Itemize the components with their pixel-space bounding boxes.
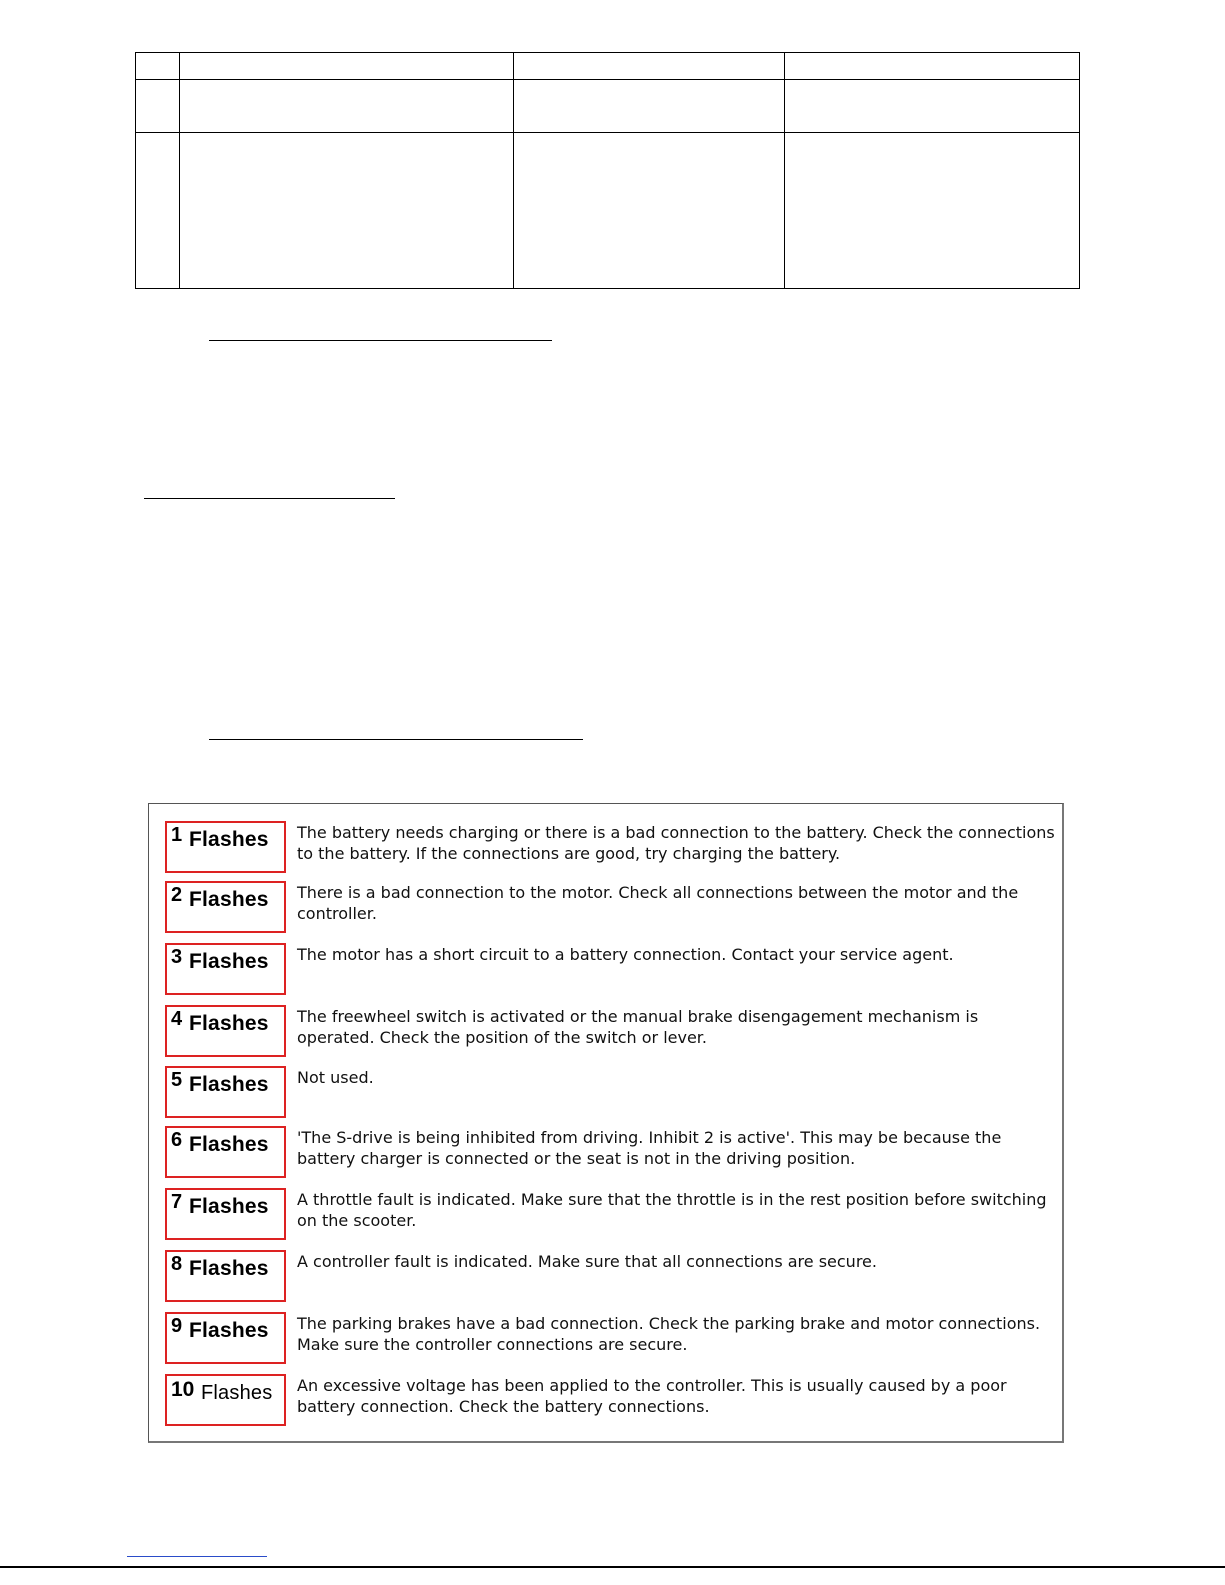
heading-underline-2 <box>144 498 395 499</box>
flash-count-box <box>165 1250 286 1302</box>
flash-count-box <box>165 1066 286 1118</box>
table-row <box>136 80 1080 133</box>
flash-count-number: 10 <box>171 1378 195 1401</box>
flash-code-row <box>149 943 1062 1001</box>
table-row <box>136 133 1080 289</box>
table-cell <box>785 133 1080 289</box>
flash-code-description: The freewheel switch is activated or the manual brake disengagement mechanism is operated. Check the position of the switch or lever. <box>297 1007 979 1047</box>
footer-link-underline[interactable] <box>127 1556 267 1557</box>
table-cell <box>785 53 1080 80</box>
flash-count-box <box>165 1374 286 1426</box>
flash-count-label: Flashes <box>189 1195 269 1218</box>
flash-code-row <box>149 1250 1062 1308</box>
flash-code-row <box>149 881 1062 939</box>
flash-code-row <box>149 1312 1062 1370</box>
flash-count-number: 8 <box>171 1253 183 1275</box>
flash-count-number: 1 <box>171 824 183 846</box>
table-cell <box>180 53 514 80</box>
flash-count-number: 3 <box>171 946 183 968</box>
flash-count-number: 9 <box>171 1315 183 1337</box>
flash-count-number: 2 <box>171 884 183 906</box>
flash-count-box <box>165 1126 286 1178</box>
flash-code-description: A controller fault is indicated. Make sure that all connections are secure. <box>297 1252 877 1271</box>
flash-count-box <box>165 881 286 933</box>
flash-code-description: 'The S-drive is being inhibited from driving. Inhibit 2 is active'. This may be because the battery charger is connected or the seat is not in the driving position. <box>297 1128 1002 1168</box>
flash-count-number: 7 <box>171 1191 183 1213</box>
flash-code-row <box>149 821 1062 879</box>
flash-count-label: Flashes <box>189 1073 269 1096</box>
flash-count-label: Flashes <box>189 1012 269 1035</box>
table-cell <box>785 80 1080 133</box>
flash-count-number: 6 <box>171 1129 183 1151</box>
flash-count-label: Flashes <box>189 1257 269 1280</box>
flash-count-number: 5 <box>171 1069 183 1091</box>
flash-code-description: An excessive voltage has been applied to the controller. This is usually caused by a poor battery connection. Check the battery connections. <box>297 1376 1007 1416</box>
heading-underline-3 <box>209 739 583 740</box>
table-cell <box>514 133 785 289</box>
flash-count-label: Flashes <box>189 950 269 973</box>
table-row <box>136 53 1080 80</box>
flash-count-label: Flashes <box>189 1133 269 1156</box>
heading-underline-1 <box>209 340 552 341</box>
table-cell <box>514 53 785 80</box>
flash-count-box <box>165 1312 286 1364</box>
table-cell <box>136 53 180 80</box>
flash-code-row <box>149 1374 1062 1432</box>
flash-code-description: There is a bad connection to the motor. Check all connections between the motor and the controller. <box>297 883 1019 923</box>
flash-code-row <box>149 1126 1062 1184</box>
flash-count-number: 4 <box>171 1008 183 1030</box>
flash-code-description: The parking brakes have a bad connection. Check the parking brake and motor connections. Make sure the controller connections are secure. <box>297 1314 1041 1354</box>
flash-code-row <box>149 1066 1062 1124</box>
table-cell <box>514 80 785 133</box>
flash-count-label: Flashes <box>189 828 269 851</box>
flash-code-description: The battery needs charging or there is a bad connection to the battery. Check the connections to the battery. If the connections are good, try charging the battery. <box>297 823 1055 863</box>
table-cell <box>136 80 180 133</box>
table-cell <box>136 133 180 289</box>
flash-code-description: A throttle fault is indicated. Make sure that the throttle is in the rest position before switching on the scooter. <box>297 1190 1047 1230</box>
flash-count-box <box>165 1005 286 1057</box>
flash-codes-panel <box>148 803 1064 1443</box>
flash-count-label: Flashes <box>201 1382 273 1404</box>
footer-divider <box>0 1566 1225 1568</box>
flash-count-box <box>165 943 286 995</box>
flash-code-row <box>149 1188 1062 1246</box>
flash-code-description: Not used. <box>297 1068 374 1087</box>
flash-count-label: Flashes <box>189 1319 269 1342</box>
table-cell <box>180 133 514 289</box>
flash-code-row <box>149 1005 1062 1063</box>
flash-code-description: The motor has a short circuit to a battery connection. Contact your service agent. <box>297 945 954 964</box>
flash-count-label: Flashes <box>189 888 269 911</box>
table-cell <box>180 80 514 133</box>
top-table <box>135 52 1080 289</box>
flash-count-box <box>165 821 286 873</box>
flash-count-box <box>165 1188 286 1240</box>
